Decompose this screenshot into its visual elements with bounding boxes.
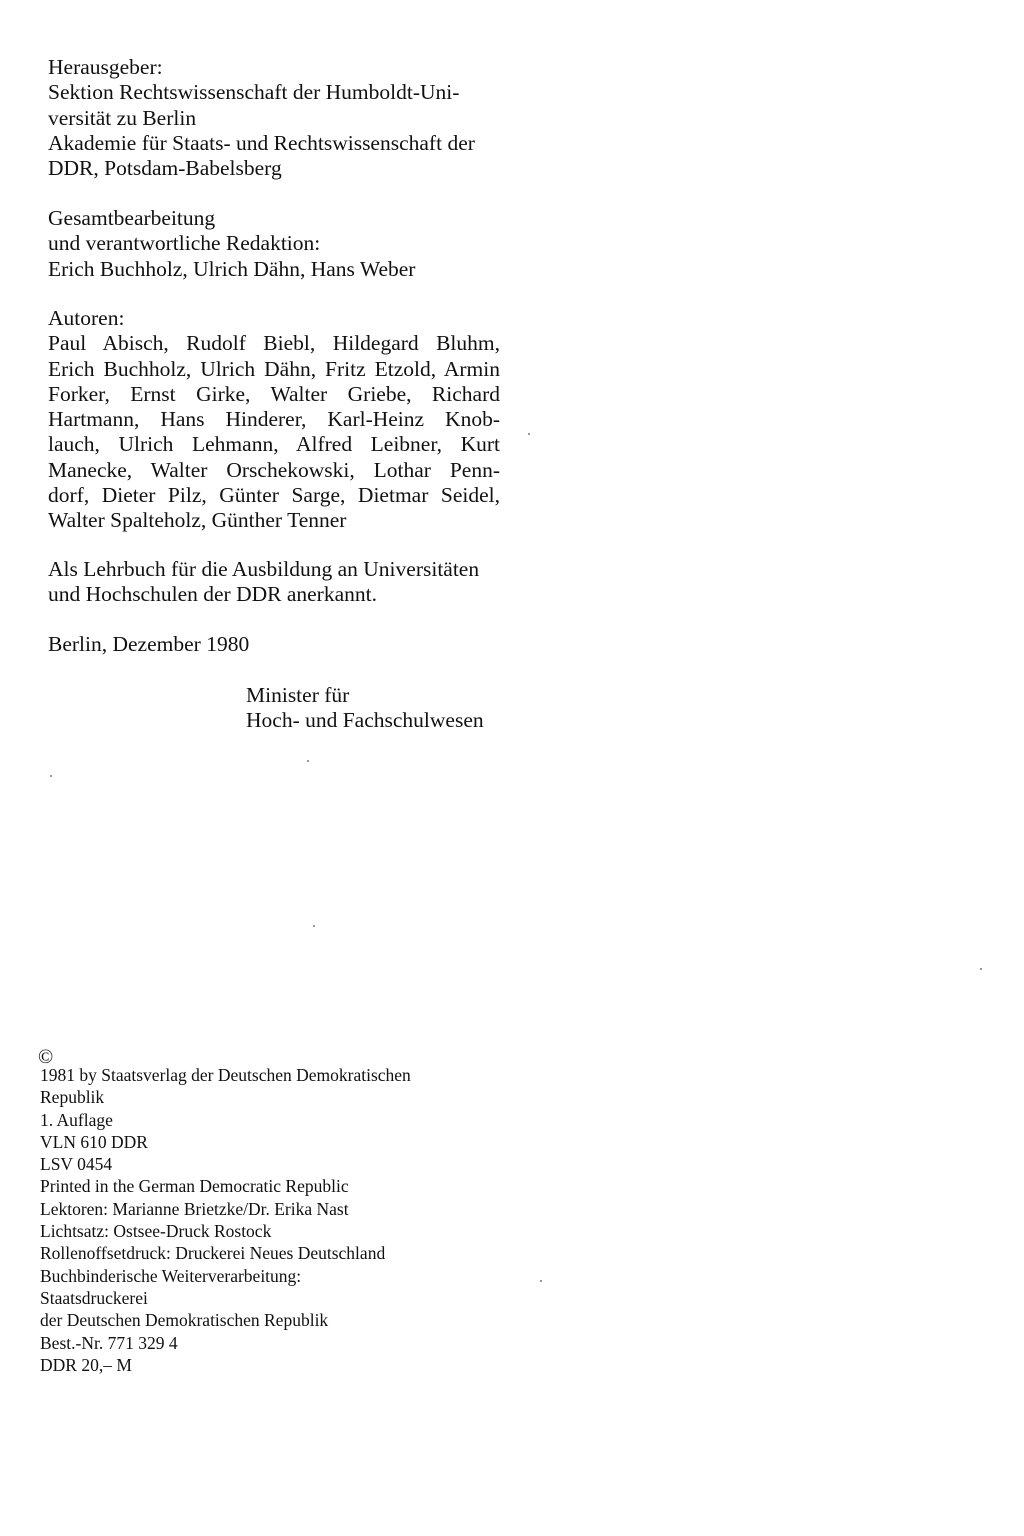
copyright-symbol: © bbox=[38, 1046, 54, 1068]
imprint-line: 1. Auflage bbox=[40, 1109, 113, 1130]
authors-heading: Autoren: bbox=[48, 306, 125, 330]
publisher-line: DDR, Potsdam-Babelsberg bbox=[48, 156, 282, 181]
imprint-line: DDR 20,– M bbox=[40, 1354, 132, 1375]
authors-line: Paul Abisch, Rudolf Biebl, Hildegard Bluhm, bbox=[48, 331, 500, 356]
authors-line: Forker, Ernst Girke, Walter Griebe, Richard bbox=[48, 381, 500, 406]
authors-line: dorf, Dieter Pilz, Günter Sarge, Dietmar Seidel, bbox=[48, 483, 500, 508]
scan-speck bbox=[313, 925, 315, 927]
imprint-line: Rollenoffsetdruck: Druckerei Neues Deutschland bbox=[40, 1243, 386, 1264]
signature-section bbox=[246, 683, 526, 734]
scan-speck bbox=[540, 1280, 542, 1282]
publisher-line: versität zu Berlin bbox=[48, 105, 197, 130]
authors-line: Manecke, Walter Orschekowski, Lothar Penn- bbox=[48, 457, 500, 482]
publisher-heading: Herausgeber: bbox=[48, 55, 163, 79]
imprint-line: Staatsdruckerei bbox=[40, 1287, 148, 1308]
scan-speck bbox=[307, 760, 309, 762]
scan-speck bbox=[528, 433, 530, 435]
approval-line: und Hochschulen der DDR anerkannt. bbox=[48, 582, 377, 607]
imprint-line: Republik bbox=[40, 1087, 105, 1108]
authors-line: lauch, Ulrich Lehmann, Alfred Leibner, Kurt bbox=[48, 432, 500, 457]
scan-speck bbox=[980, 968, 982, 970]
place-date: Berlin, Dezember 1980 bbox=[48, 632, 250, 656]
editing-line: Erich Buchholz, Ulrich Dähn, Hans Weber bbox=[48, 256, 416, 281]
publisher-line: Akademie für Staats- und Rechtswissenschaft der bbox=[48, 130, 475, 155]
publisher-section bbox=[48, 55, 508, 181]
editing-line: Gesamtbearbeitung bbox=[48, 206, 216, 230]
imprint-line: Lichtsatz: Ostsee-Druck Rostock bbox=[40, 1221, 272, 1242]
imprint-line: Best.-Nr. 771 329 4 bbox=[40, 1332, 178, 1353]
imprint-line: 1981 by Staatsverlag der Deutschen Demokratischen bbox=[40, 1065, 411, 1085]
scan-speck bbox=[50, 775, 52, 777]
imprint-line: VLN 610 DDR bbox=[40, 1131, 148, 1152]
authors-line: Erich Buchholz, Ulrich Dähn, Fritz Etzold, Armin bbox=[48, 356, 500, 381]
editing-section bbox=[48, 206, 508, 282]
editing-line: und verantwortliche Redaktion: bbox=[48, 231, 321, 256]
imprint-line: Printed in the German Democratic Republic bbox=[40, 1176, 349, 1197]
signature-line: Hoch- und Fachschulwesen bbox=[246, 708, 484, 733]
signature-line: Minister für bbox=[246, 683, 350, 707]
authors-last-line: Walter Spalteholz, Günther Tenner bbox=[48, 508, 347, 533]
authors-list bbox=[48, 331, 500, 508]
approval-section bbox=[48, 557, 508, 608]
imprint-section bbox=[40, 1064, 510, 1376]
place-date-section bbox=[48, 632, 508, 657]
publisher-line: Sektion Rechtswissenschaft der Humboldt-Uni- bbox=[48, 80, 460, 105]
imprint-line: LSV 0454 bbox=[40, 1154, 113, 1175]
imprint-line: Buchbinderische Weiterverarbeitung: bbox=[40, 1265, 302, 1286]
imprint-line: Lektoren: Marianne Brietzke/Dr. Erika Nast bbox=[40, 1198, 349, 1219]
imprint-line: der Deutschen Demokratischen Republik bbox=[40, 1310, 329, 1331]
approval-line: Als Lehrbuch für die Ausbildung an Universitäten bbox=[48, 557, 480, 581]
authors-section bbox=[48, 306, 500, 534]
authors-line: Hartmann, Hans Hinderer, Karl-Heinz Knob- bbox=[48, 407, 500, 432]
